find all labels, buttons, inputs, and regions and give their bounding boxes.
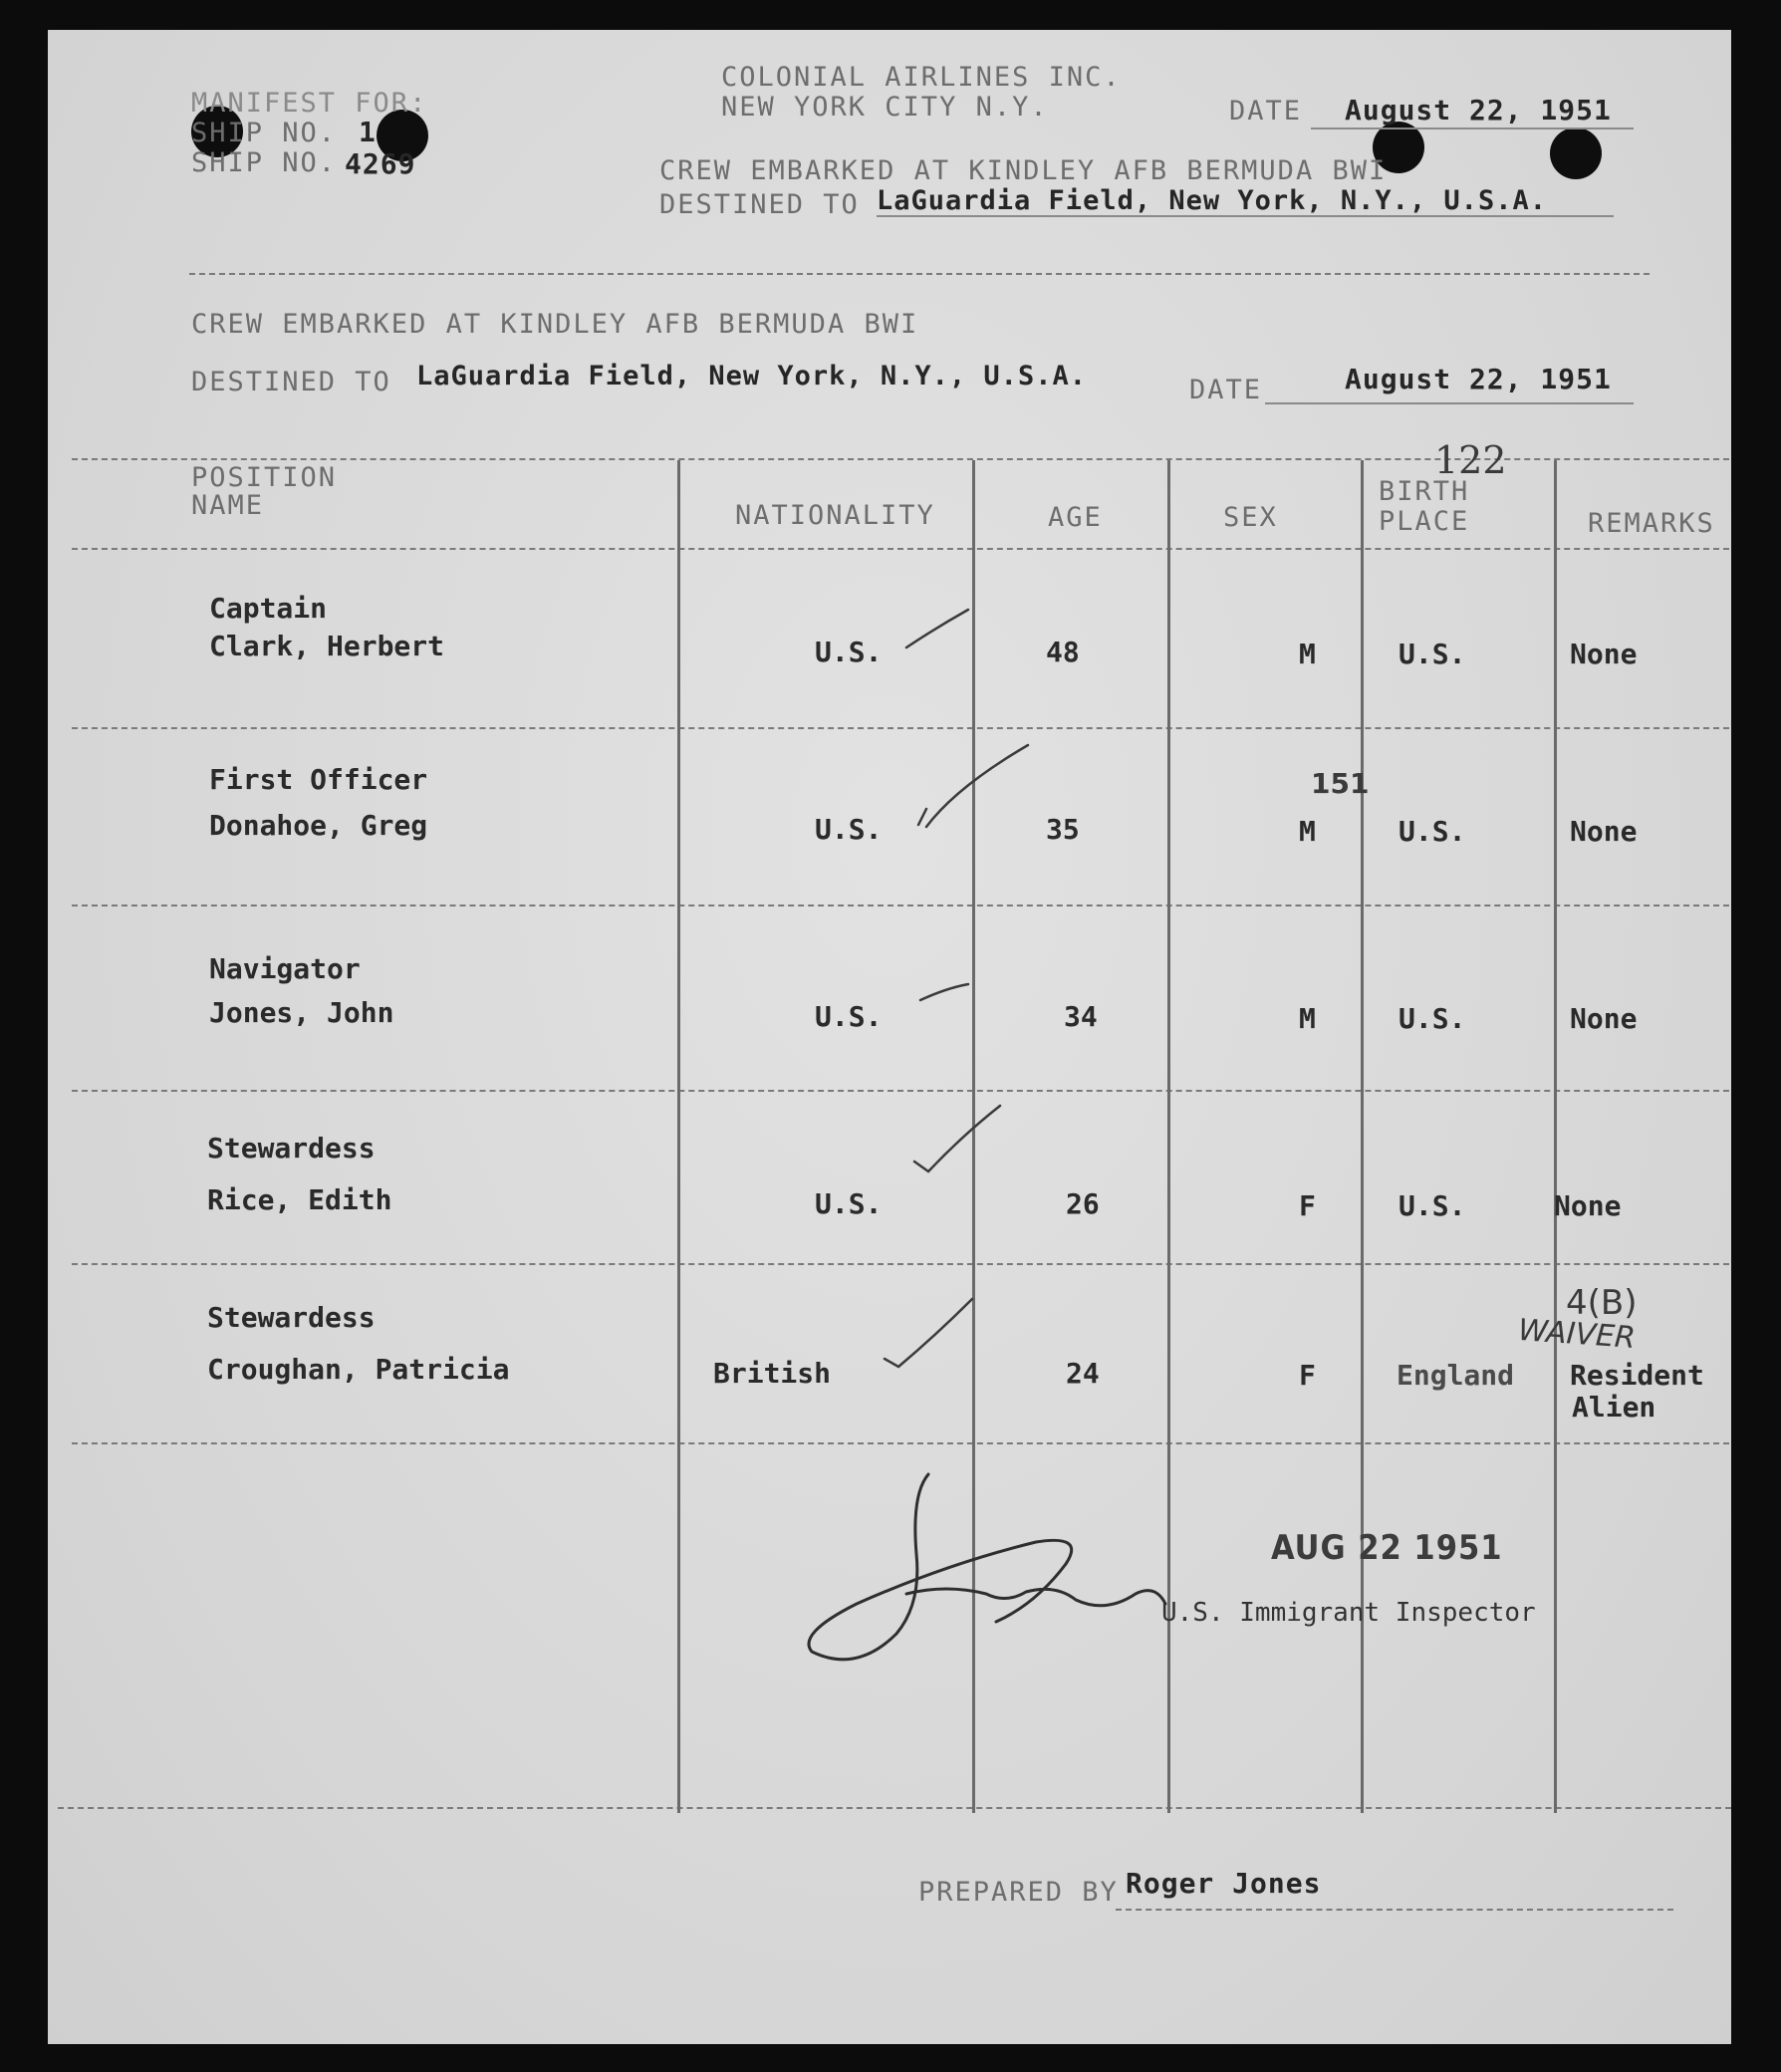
col-header-sex: SEX (1223, 502, 1278, 533)
crew-nationality: U.S. (815, 1187, 883, 1220)
crew-birthplace: England (1397, 1359, 1515, 1392)
checkmark-icon (920, 984, 968, 1000)
company-city: NEW YORK CITY N.Y. (721, 92, 1049, 123)
col-header-remarks: REMARKS (1588, 508, 1715, 539)
crew-nationality: U.S. (815, 636, 883, 668)
checkmark-icon (918, 745, 1028, 827)
crew-sex: F (1299, 1359, 1316, 1392)
destined-to-value: LaGuardia Field, New York, N.Y., U.S.A. (416, 361, 1087, 391)
date-value: August 22, 1951 (1345, 363, 1612, 395)
checkmark-icon (914, 1106, 1000, 1171)
crew-nationality: U.S. (815, 813, 883, 846)
crew-birthplace: U.S. (1399, 1002, 1466, 1035)
crew-position: First Officer (209, 763, 428, 796)
date-label: DATE (1189, 375, 1263, 405)
crew-age: 26 (1066, 1187, 1100, 1220)
crew-embarked-text: CREW EMBARKED AT KINDLEY AFB BERMUDA BWI (191, 309, 919, 340)
header-date-value: August 22, 1951 (1345, 94, 1612, 127)
header-destined-value: LaGuardia Field, New York, N.Y., U.S.A. (877, 185, 1547, 216)
crew-nationality: British (713, 1357, 832, 1390)
header-date-label: DATE (1229, 96, 1303, 127)
ship-no-value: 4269 (345, 147, 416, 180)
company-name: COLONIAL AIRLINES INC. (721, 62, 1122, 93)
col-header-birth: BIRTH (1379, 476, 1470, 507)
crew-name: Clark, Herbert (209, 630, 445, 662)
crew-name: Croughan, Patricia (207, 1353, 510, 1386)
inspector-title: U.S. Immigrant Inspector (1161, 1598, 1536, 1628)
col-header-place: PLACE (1379, 506, 1470, 537)
col-header-name: NAME (191, 490, 265, 521)
crew-age: 35 (1046, 813, 1080, 846)
crew-age: 48 (1046, 636, 1080, 668)
crew-age: 34 (1064, 1000, 1098, 1033)
crew-position: Stewardess (207, 1132, 376, 1165)
crew-remarks: None (1570, 815, 1638, 848)
crew-remarks: None (1570, 638, 1638, 670)
crew-sex: M (1299, 638, 1316, 670)
waiver-text: WAIVER (1516, 1312, 1637, 1357)
inspector-signature (809, 1474, 1165, 1660)
crew-remarks: None (1554, 1189, 1622, 1222)
crew-name: Jones, John (209, 996, 394, 1029)
crew-age: 24 (1066, 1357, 1100, 1390)
checkmark-icon (906, 610, 968, 648)
crew-name: Rice, Edith (207, 1183, 392, 1216)
crew-sex: M (1299, 1002, 1316, 1035)
crew-remarks-line2: Alien (1572, 1391, 1656, 1424)
col-header-position: POSITION (191, 462, 338, 493)
crew-name: Donahoe, Greg (209, 809, 428, 842)
col-header-age: AGE (1048, 502, 1103, 533)
header-crew-embarked: CREW EMBARKED AT KINDLEY AFB BERMUDA BWI (659, 155, 1388, 186)
flight-no-label: SHIP NO. (191, 118, 338, 148)
crew-sex: F (1299, 1189, 1316, 1222)
crew-remarks: Resident (1570, 1359, 1704, 1392)
waiver-code: 4(B) (1566, 1283, 1638, 1323)
crew-birthplace: U.S. (1399, 815, 1466, 848)
header-destined-label: DESTINED TO (659, 189, 860, 220)
col-header-nationality: NATIONALITY (735, 500, 935, 531)
crew-sex: M (1299, 815, 1316, 848)
prepared-by-value: Roger Jones (1126, 1867, 1322, 1900)
flight-no-value: 1 (359, 116, 377, 148)
crew-position: Captain (209, 592, 328, 625)
inspection-date-stamp: AUG 22 1951 (1271, 1528, 1503, 1568)
crew-position: Navigator (209, 952, 361, 985)
crew-nationality: U.S. (815, 1000, 883, 1033)
ship-no-label: SHIP NO. (191, 147, 338, 178)
crew-position: Stewardess (207, 1301, 376, 1334)
manifest-for-label: MANIFEST FOR: (191, 88, 428, 119)
margin-note: 151 (1311, 767, 1370, 800)
crew-remarks: None (1570, 1002, 1638, 1035)
page-number: 122 (1434, 438, 1507, 482)
prepared-by-label: PREPARED BY (918, 1877, 1119, 1908)
crew-birthplace: U.S. (1399, 1189, 1466, 1222)
checkmark-icon (885, 1299, 972, 1367)
destined-to-label: DESTINED TO (191, 367, 391, 397)
crew-birthplace: U.S. (1399, 638, 1466, 670)
